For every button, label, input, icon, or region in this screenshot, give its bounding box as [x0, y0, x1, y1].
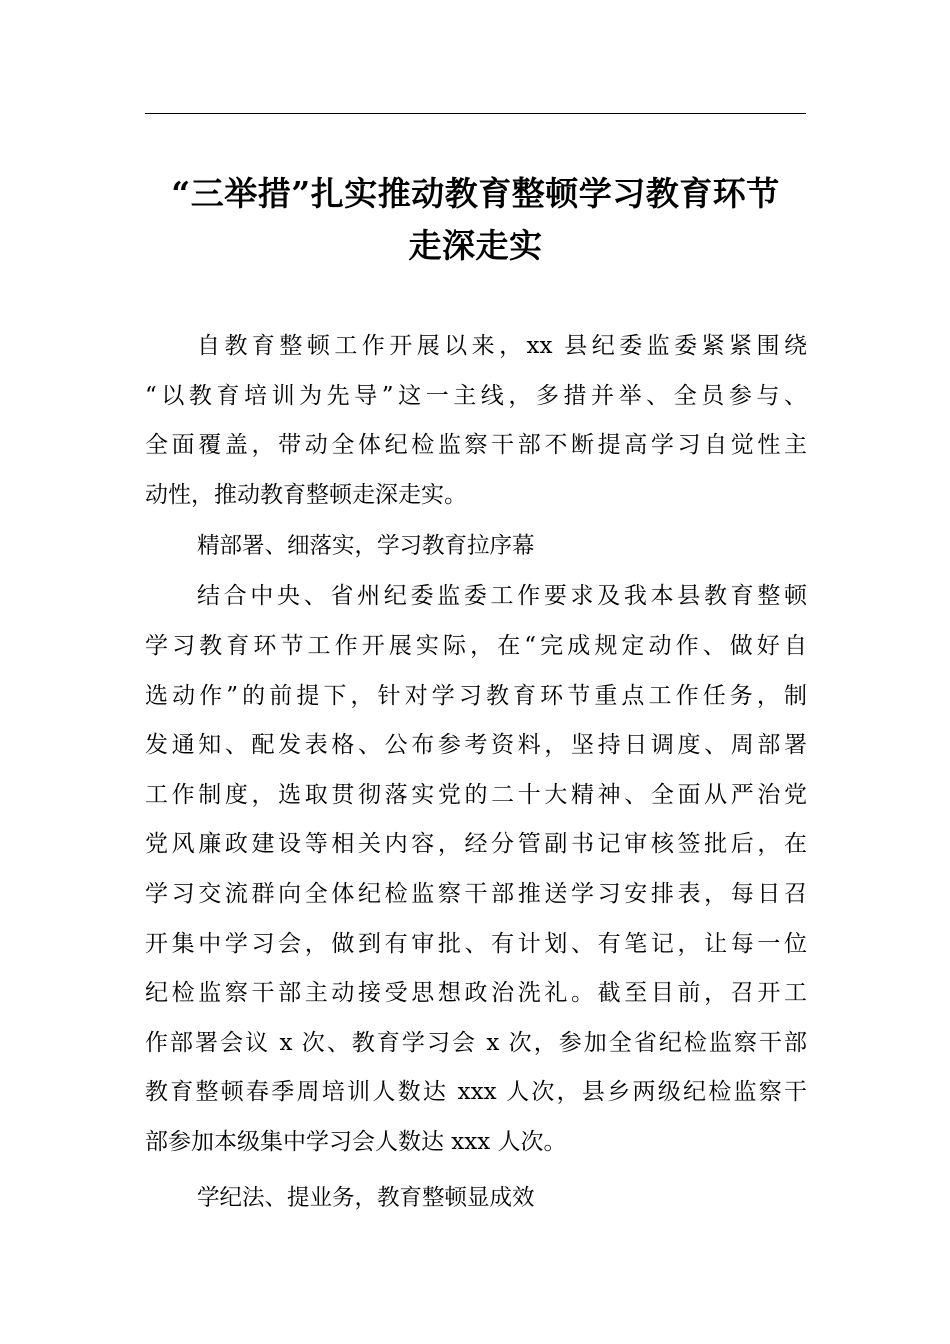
intro-line-4: 动性，推动教育整顿走深走实。	[145, 481, 467, 508]
intro-line-2: “以教育培训为先导”这一主线，多措并举、全员参与、	[145, 382, 807, 409]
title-line-2: 走深走实	[408, 226, 543, 265]
section-1-line-4: 发通知、配发表格、公布参考资料，坚持日调度、周部署	[145, 732, 807, 759]
intro-line-1: 自教育整顿工作开展以来，xx 县纪委监委紧紧围绕	[197, 333, 807, 359]
section-1-line-2: 学习教育环节工作开展实际，在“完成规定动作、做好自	[145, 632, 807, 659]
section-1-line-12: 部参加本级集中学习会人数达 xxx 人次。	[145, 1128, 567, 1155]
section-2-heading: 学纪法、提业务，教育整顿显成效	[197, 1184, 535, 1211]
section-1-line-10: 作部署会议 x 次、教育学习会 x 次，参加全省纪检监察干部	[145, 1029, 807, 1056]
document-title	[145, 168, 806, 272]
title-line-1: “三举措”扎实推动教育整顿学习教育环节	[171, 174, 780, 213]
section-1-paragraph	[145, 572, 807, 1167]
section-1-heading: 精部署、细落实，学习教育拉序幕	[197, 533, 535, 560]
document-body	[145, 322, 807, 1224]
header-rule	[145, 113, 806, 114]
section-1-line-1: 结合中央、省州纪委监委工作要求及我本县教育整顿	[197, 583, 807, 610]
section-1-line-11: 教育整顿春季周培训人数达 xxx 人次，县乡两级纪检监察干	[145, 1079, 807, 1106]
intro-paragraph	[145, 322, 807, 520]
section-1-line-8: 开集中学习会，做到有审批、有计划、有笔记，让每一位	[145, 930, 807, 957]
section-1-line-5: 工作制度，选取贯彻落实党的二十大精神、全面从严治党	[145, 781, 807, 808]
intro-line-3: 全面覆盖，带动全体纪检监察干部不断提高学习自觉性主	[145, 432, 807, 459]
section-1-line-7: 学习交流群向全体纪检监察干部推送学习安排表，每日召	[145, 880, 807, 907]
section-1-line-9: 纪检监察干部主动接受思想政治洗礼。截至目前，召开工	[145, 980, 807, 1007]
section-1-line-3: 选动作”的前提下，针对学习教育环节重点工作任务，制	[145, 682, 807, 709]
section-1-line-6: 党风廉政建设等相关内容，经分管副书记审核签批后，在	[145, 831, 807, 858]
